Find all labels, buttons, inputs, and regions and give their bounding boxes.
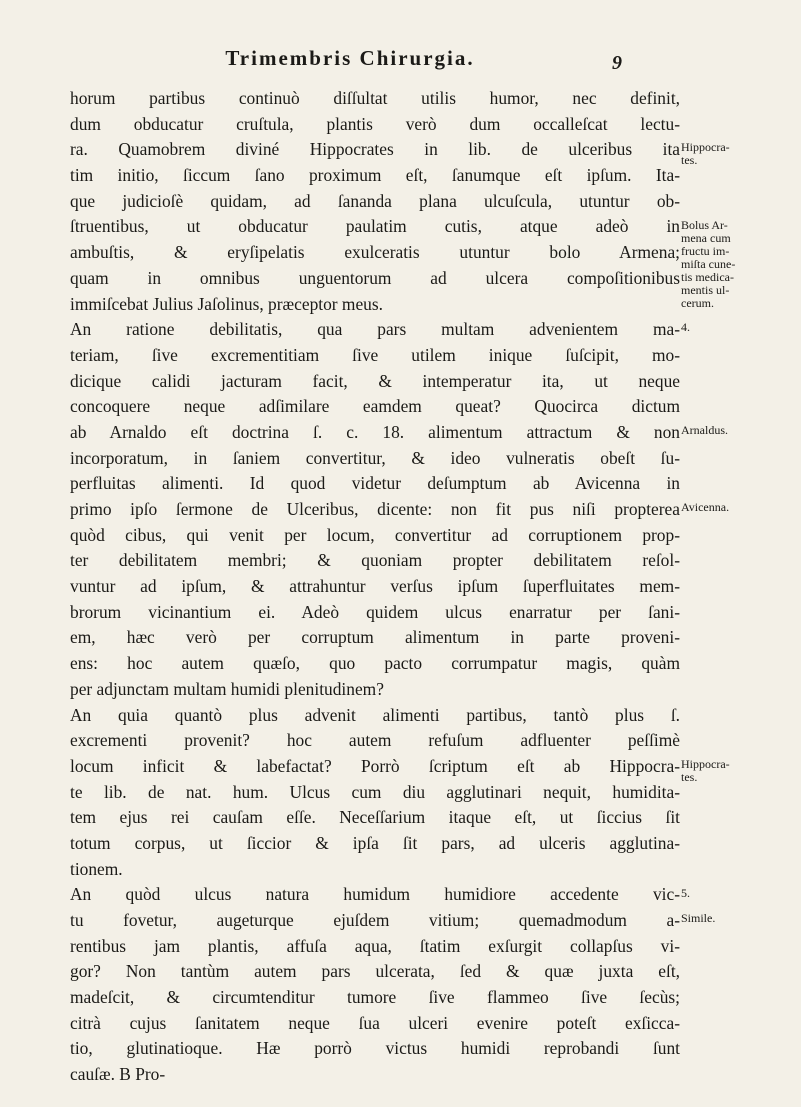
margin-note-line: 4. [681, 320, 690, 335]
margin-note-line: Simile. [681, 911, 716, 926]
margin-note-line: fructu im- [681, 243, 730, 258]
page-number: 9 [612, 52, 622, 74]
text-line: brorum vicinantium ei. Adeò quidem ulcus enarratur per ſani- [70, 601, 680, 622]
text-line: quòd cibus, qui venit per locum, convertitur ad corruptionem prop- [70, 524, 680, 545]
text-line: ab Arnaldo eſt doctrina ſ. c. 18. alimentum attractum & non [70, 421, 680, 442]
text-line: tu fovetur, augeturque ejuſdem vitium; quemadmodum a- [70, 910, 680, 930]
text-line: em, hæc verò per corruptum alimentum in parte proveni- [70, 627, 680, 648]
margin-note [681, 219, 791, 310]
text-line: cauſæ. B Pro- [70, 1064, 166, 1085]
text-line: immiſcebat Julius Jaſolinus, præceptor meus. [70, 293, 383, 314]
text-line: madeſcit, & circumtenditur tumore ſive flammeo ſive ſecùs; [70, 987, 680, 1008]
margin-note [681, 758, 791, 784]
margin-note-line: Avicenna. [681, 500, 730, 515]
text-line: An quia quantò plus advenit alimenti partibus, tantò plus ſ. [70, 704, 680, 725]
text-line: vuntur ad ipſum, & attrahuntur verſus ipſum ſuperfluitates mem- [70, 576, 680, 597]
text-line: tim initio, ſiccum ſano proximum eſt, ſanumque eſt ipſum. Ita- [70, 165, 680, 186]
text-line: teriam, ſive excrementitiam ſive utilem inique ſuſcipit, mo- [70, 344, 680, 365]
text-line: quam in omnibus unguentorum ad ulcera compoſitionibus [70, 267, 680, 288]
text-line: locum inficit & labefactat? Porrò ſcriptum eſt ab Hippocra- [70, 755, 680, 776]
text-line: tem ejus rei cauſam eſſe. Neceſſarium itaque eſt, ut ſiccius ſit [70, 807, 680, 828]
text-line: que judicioſè quidam, ad ſananda plana ulcuſcula, utuntur ob- [70, 190, 680, 211]
margin-note-line: tis medica- [681, 269, 734, 284]
margin-note [681, 141, 791, 167]
running-header: Trimembris Chirurgia. [225, 46, 475, 70]
margin-note-line: Hippocra- [681, 757, 730, 772]
margin-note [681, 501, 791, 514]
text-line: gor? Non tantùm autem pars ulcerata, ſed & quæ juxta eſt, [70, 961, 680, 982]
margin-note-line: Arnaldus. [681, 423, 728, 438]
margin-note-line: mena cum [681, 230, 731, 245]
text-line: ra. Quamobrem diviné Hippocrates in lib. de ulceribus ita [70, 139, 680, 160]
text-line: per adjunctam multam humidi plenitudinem? [70, 678, 384, 699]
text-line: incorporatum, in ſaniem convertitur, & ideo vulneratis obeſt ſu- [70, 447, 680, 468]
text-line: rentibus jam plantis, affuſa aqua, ſtatim exſurgit collapſus vi- [70, 935, 680, 956]
text-line: totum corpus, ut ſiccior & ipſa ſit pars, ad ulceris agglutina- [70, 832, 680, 853]
margin-note-line: cerum. [681, 295, 714, 310]
margin-note [681, 321, 791, 334]
text-line: ſtruentibus, ut obducatur paulatim cutis, atque adeò in [70, 216, 680, 237]
text-line: tionem. [70, 858, 123, 879]
text-line: dum obducatur cruſtula, plantis verò dum occalleſcat lectu- [70, 113, 680, 134]
text-line: An ratione debilitatis, qua pars multam advenientem ma- [70, 319, 680, 340]
text-line: An quòd ulcus natura humidum humidiore accedente vic- [70, 884, 680, 905]
text-line: concoquere neque adſimilare eamdem queat? Quocirca dictum [70, 396, 680, 417]
text-line: perfluitas alimenti. Id quod videtur deſumptum ab Avicenna in [70, 473, 680, 494]
margin-note-line: Hippocra- [681, 140, 730, 155]
margin-note-line: mentis ul- [681, 282, 730, 297]
text-line: horum partibus continuò diſſultat utilis humor, nec definit, [70, 88, 680, 108]
margin-note-line: tes. [681, 153, 698, 168]
text-line: excrementi provenit? hoc autem refuſum adfluenter peſſimè [70, 730, 680, 751]
text-line: ambuſtis, & eryſipelatis exulceratis utuntur bolo Armena; [70, 242, 680, 263]
margin-note-line: Bolus Ar- [681, 217, 728, 232]
margin-note [681, 424, 791, 437]
margin-note-line: miſta cune- [681, 256, 736, 271]
text-line: tio, glutinatioque. Hæ porrò victus humidi reprobandi ſunt [70, 1038, 680, 1059]
margin-note-line: 5. [681, 885, 690, 900]
text-line: ens: hoc autem quæſo, quo pacto corrumpatur magis, quàm [70, 653, 680, 674]
text-line: dicique calidi jacturam facit, & intemperatur ita, ut neque [70, 370, 680, 391]
body-text [70, 86, 680, 1088]
text-line: citrà cujus ſanitatem neque ſua ulceri evenire poteſt exſicca- [70, 1012, 680, 1033]
margin-note [681, 887, 791, 900]
text-line: ter debilitatem membri; & quoniam propter debilitatem reſol- [70, 550, 680, 571]
text-line: primo ipſo ſermone de Ulceribus, dicente: non fit pus niſi propterea [70, 499, 680, 519]
text-line: te lib. de nat. hum. Ulcus cum diu agglutinari nequit, humidita- [70, 781, 680, 802]
margin-note-line: tes. [681, 770, 698, 785]
margin-note [681, 912, 791, 925]
